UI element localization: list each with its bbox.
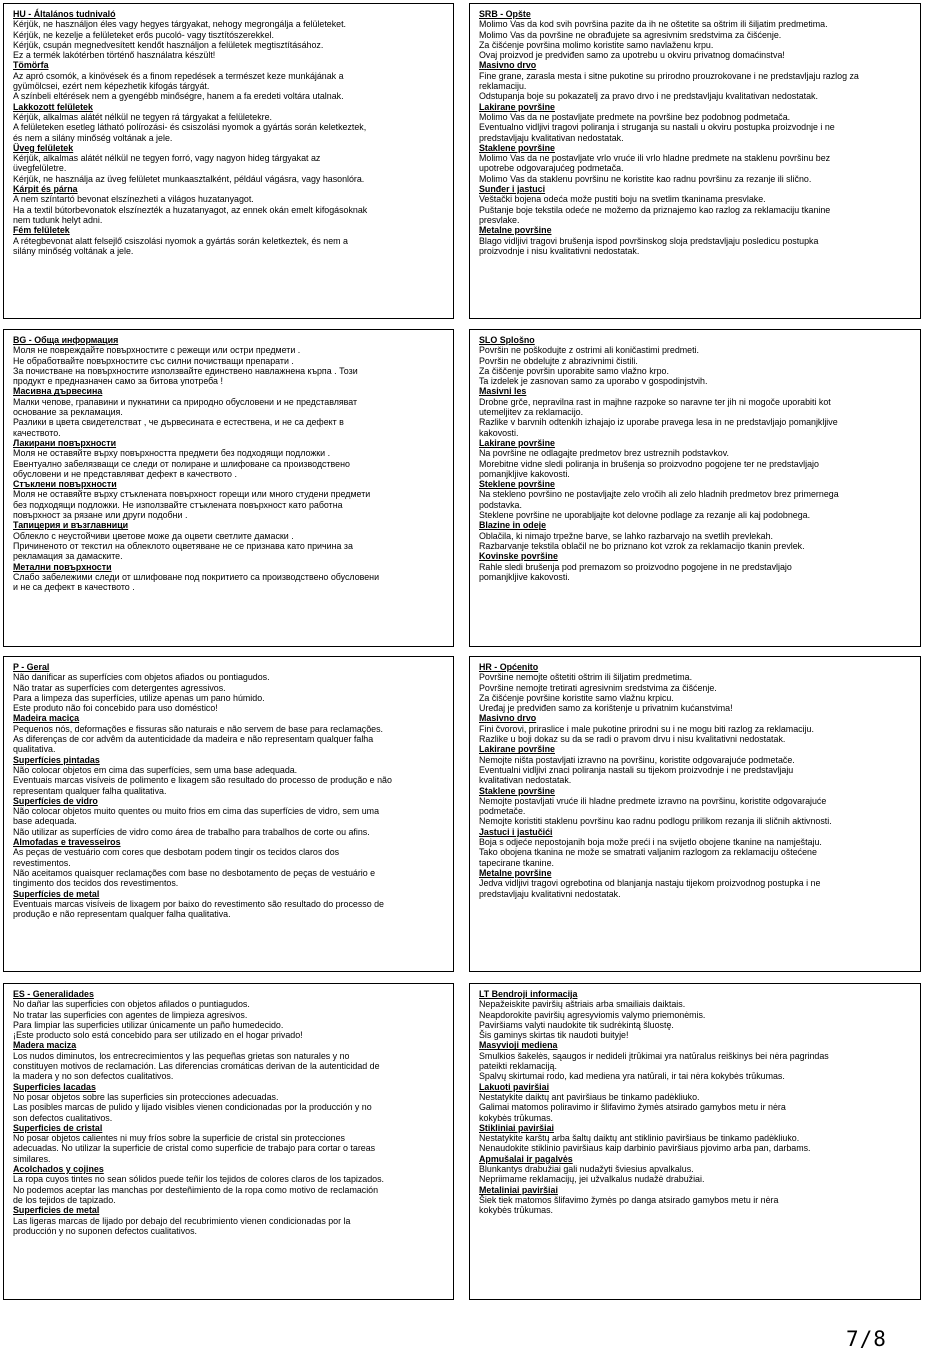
body-text-line: Облекло с неустойчиви цветове може да оцвети светлите дамаски . [13, 530, 294, 541]
subsection-heading: Lakirane površine [479, 437, 555, 448]
body-text-line: Molimo Vas da površine ne obrađujete sa agresivnim sredstvima za čišćenje. [479, 29, 782, 40]
body-text-line: tapecirane tkanine. [479, 857, 554, 868]
body-text-line: revestimentos. [13, 857, 71, 868]
body-text-line: Fine grane, zarasla mesta i sitne pukotine su prirodno prouzrokovane i ne predstavljaju razlog za [479, 70, 859, 81]
body-text-line: Nemojte ništa postavljati izravno na površinu, koristite odgovarajuće podmetače. [479, 754, 795, 765]
body-text-line: основание за рекламация. [13, 407, 123, 418]
body-text-line: Слабо забележими следи от шлифоване под покритието са производствено обусловени [13, 571, 380, 582]
body-text-line: повърхност за рязане или други подобни . [13, 510, 188, 521]
subsection-heading: Lakirane površine [479, 101, 555, 112]
subsection-heading: Madera maciza [13, 1040, 77, 1051]
body-text-line: Za čiščenje površin uporabite samo vlažno krpo. [479, 365, 669, 376]
body-text-line: Nepriimame reklamacijų, jei užvalkalus nudažė drabužiai. [479, 1174, 705, 1185]
body-text-line: Molimo Vas da ne postavljate vrlo vruće ili vrlo hladne predmete na staklenu površinu bez [479, 153, 831, 164]
body-text-line: и не са дефект в качеството . [13, 582, 135, 593]
body-text-line: Na površine ne odlagajte predmetov brez ustreznih podstavkov. [479, 448, 729, 459]
subsection-heading: Almofadas e travesseiros [13, 837, 121, 848]
body-text-line: Šiek tiek matomos šlifavimo žymės po danga atsirado gamybos metu ir nėra [479, 1194, 779, 1205]
body-text-line: constituyen motivos de reclamación. Las diferencias cromáticas derivan de la autenticidad de [13, 1061, 380, 1072]
body-text-line: pateikti reklamaciją. [479, 1061, 557, 1072]
body-text-line: Nemojte postavljati vruće ili hladne predmete izravno na površinu, koristite odgovarajuće [479, 795, 827, 806]
section-title: LT Bendroji informacija [479, 989, 578, 999]
body-text-line: A felületeken esetleg látható polírozási- és csiszolási nyomok a gyártás során keletkeztek, [13, 122, 367, 133]
section-lt-general-info [469, 983, 921, 1300]
body-text-line: representam qualquer falha qualitativa. [13, 785, 167, 796]
body-text-line: Razlike u boji dokaz su da se radi o pravom drvu i nisu kvalitativni nedostatak. [479, 734, 786, 745]
body-text-line: Oblačila, ki nimajo trpežne barve, se lahko razbarvajo na svetlih prevlekah. [479, 530, 774, 541]
subsection-heading: Kovinske površine [479, 551, 558, 562]
body-text-line: Razbarvanje tekstila oblačil ne bo priznano kot vzrok za reklamacijo tkanin prevlek. [479, 540, 805, 551]
subsection-heading: Лакирани повърхности [13, 437, 117, 448]
body-text-line: gyümölcsei, ezért nem képezhetik kifogás tárgyát. [13, 81, 210, 92]
body-text-line: обусловени и не представляват дефект в качеството . [13, 468, 237, 479]
body-text-line: kvalitativan nedostatak. [479, 775, 572, 786]
page-number: 7/8 [846, 1327, 887, 1351]
body-text-line: Molimo Vas da kod svih površina pazite da ih ne oštetite sa oštrim ili šiljatim predmetima. [479, 19, 828, 30]
subsection-heading: Steklene površine [479, 479, 555, 490]
body-text-line: Não colocar objetos em cima das superfícies, sem uma base adequada. [13, 764, 298, 775]
body-text-line: Не обработвайте повърхностите със силни почистващи препарати . [13, 355, 294, 366]
body-text-line: Nenaudokite stiklinio paviršiaus kaip darbinio paviršiaus pjovimo arba pan, darbams. [479, 1143, 811, 1154]
body-text-line: Za čišćenje površina molimo koristite samo navlaženu krpu. [479, 39, 714, 50]
body-text-line: No dañar las superficies con objetos afilados o puntiagudos. [13, 999, 250, 1010]
body-text-line: Para limpiar las superficies utilizar únicamente un paño humedecido. [13, 1019, 284, 1030]
body-text-line: podstavka. [479, 499, 522, 510]
body-text-line: upotrebe odgovarajućeg podmetača. [479, 163, 624, 174]
body-text-line: Причиненото от текстил на облеклото оцветяване не се признава като причина за [13, 540, 353, 551]
body-text-line: presvlake. [479, 214, 520, 225]
body-text-line: producción y no suponen defectos cualitativos. [13, 1225, 198, 1236]
subsection-heading: Jastuci i jastučići [479, 826, 553, 837]
body-text-line: Puštanje boje tekstila odeće ne možemo da priznajemo kao razlog za reklamaciju tkanine [479, 204, 831, 215]
section-title: HR - Općenito [479, 662, 539, 672]
body-text-line: utemeljitev za reklamacijo. [479, 407, 584, 418]
body-text-line: Não danificar as superfícies com objetos afiados ou pontiagudos. [13, 672, 270, 683]
body-text-line: Kérjük, csupán megnedvesített kendőt használjon a felületek megtisztításához. [13, 39, 324, 50]
body-text-line: Paviršiams valyti naudokite tik sudrėkintą šluostę. [479, 1019, 674, 1030]
body-text-line: Tako obojena tkanina ne može se smatrati valjanim razlogom za reklamaciju oštećene [479, 847, 817, 858]
body-text-line: рекламация за дамаските. [13, 551, 123, 562]
body-text-line: Este produto não foi concebido para uso doméstico! [13, 703, 218, 714]
subsection-heading: Acolchados y cojines [13, 1164, 104, 1175]
body-text-line: tingimento dos tecidos dos revestimentos. [13, 878, 179, 889]
subsection-heading: Masivni les [479, 386, 527, 397]
body-text-line: продукт е предназначен само за битова употреба ! [13, 376, 223, 387]
body-text-line: Kérjük, ne használjon éles vagy hegyes tárgyakat, nehogy megrongálja a felületeket. [13, 19, 347, 30]
section-hu-general-info [3, 3, 454, 319]
body-text-line: Neapdorokite paviršių agresyviomis valymo priemonėmis. [479, 1009, 706, 1020]
body-text-line: adecuadas. No utilizar la superficie de cristal como superficie de trabajo para cortar o tareas [13, 1143, 376, 1154]
body-text-line: produção e não representam qualquer falha qualitativa. [13, 909, 231, 920]
body-text-line: Molimo Vas da staklenu površinu ne koristite kao radnu površinu za rezanje ili slično. [479, 173, 812, 184]
body-text-line: Não aceitamos quaisquer reclamações com base no desbotamento de peças de vestuário e [13, 867, 376, 878]
body-text-line: Kérjük, alkalmas alátét nélkül ne tegyen rá tárgyakat a felületekre. [13, 111, 272, 122]
body-text-line: Ha a textil bútorbevonatok elszínezték a huzatanyagot, az ennek okán emelt kifogásoknak [13, 204, 368, 215]
subsection-heading: Staklene površine [479, 142, 555, 153]
body-text-line: Blunkantys drabužiai gali nudažyti šviesius apvalkalus. [479, 1164, 694, 1175]
body-text-line: la madera y no son defectos cualitativos. [13, 1071, 174, 1082]
subsection-heading: Метални повърхности [13, 561, 112, 572]
body-text-line: qualitativa. [13, 744, 56, 755]
subsection-heading: Lakuoti paviršiai [479, 1081, 550, 1092]
body-text-line: За почистване на повърхностите използвайте единствено навлажнена кърпа . Този [13, 365, 358, 376]
body-text-line: kakovosti. [479, 427, 519, 438]
body-text-line: Ta izdelek je zasnovan samo za uporabo v gospodinjstvih. [479, 376, 708, 387]
body-text-line: Smulkios šakelės, sąaugos ir nedideli įtrūkimai yra natūralus reiškinys bei nėra pagrindas [479, 1050, 829, 1061]
subsection-heading: Масивна дървесина [13, 386, 103, 397]
subsection-heading: Apmušalai ir pagalvės [479, 1153, 573, 1164]
subsection-heading: Blazine in odeje [479, 520, 547, 531]
body-text-line: Моля не повреждайте повърхностите с режещи или остри предмети . [13, 345, 301, 356]
body-text-line: Las posibles marcas de pulido y lijado visibles vienen condicionadas por la producción y no [13, 1102, 372, 1113]
body-text-line: Eventualno vidljivi tragovi poliranja i struganja su nastali u okviru postupka proizvodnje i ne [479, 122, 835, 133]
body-text-line: Nestatykite daiktų ant paviršiaus be tinkamo padėkliuko. [479, 1091, 700, 1102]
body-text-line: Az apró csomók, a kinövések és a finom repedések a természet keze munkájának a [13, 70, 344, 81]
subsection-heading: Fém felületek [13, 225, 70, 236]
body-text-line: de los tejidos de tapizado. [13, 1194, 116, 1205]
body-text-line: As peças de vestuário com cores que desbotam podem tingir os tecidos claros dos [13, 847, 340, 858]
body-text-line: La ropa cuyos tintes no sean sólidos puede teñir los tejidos de colores claros de los tapizados. [13, 1174, 384, 1185]
subsection-heading: Masivno drvo [479, 713, 537, 724]
body-text-line: Površine nemojte tretirati agresivnim sredstvima za čišćenje. [479, 682, 717, 693]
body-text-line: kokybės trūkumas. [479, 1112, 553, 1123]
body-text-line: üvegfelületre. [13, 163, 67, 174]
subsection-heading: Madeira maciça [13, 713, 80, 724]
subsection-heading: Kárpit és párna [13, 184, 78, 195]
body-text-line: Odstupanja boje su pokazatelj za pravo drvo i ne predstavljaju kvalitativan nedostatak. [479, 91, 818, 102]
subsection-heading: Üveg felületek [13, 142, 74, 153]
body-text-line: Za čišćenje površine koristite samo vlažnu krpicu. [479, 692, 674, 703]
body-text-line: kokybės trūkumas. [479, 1205, 553, 1216]
body-text-line: No podemos aceptar las manchas por desteñimiento de la ropa como motivo de reclamación [13, 1184, 379, 1195]
body-text-line: Kérjük, ne kezelje a felületeket erős pucoló- vagy tisztítószerekkel. [13, 29, 274, 40]
body-text-line: Моля не оставяйте върху стъклената повърхност горещи или много студени предмети [13, 489, 371, 500]
body-text-line: proizvodnje i nisu kvalitativni nedostatak. [479, 245, 640, 256]
body-text-line: Na stekleno površino ne postavljajte zelo vročih ali zelo hladnih predmetov brez primernega [479, 489, 839, 500]
body-text-line: Površin ne poškodujte z ostrimi ali koničastimi predmeti. [479, 345, 699, 356]
section-title: BG - Обща информация [13, 335, 119, 345]
body-text-line: Površine nemojte oštetiti oštrim ili šiljatim predmetima. [479, 672, 693, 683]
body-text-line: Površin ne obdelujte z abrazivnimi čistili. [479, 355, 638, 366]
body-text-line: son defectos cualitativos. [13, 1112, 113, 1123]
section-slo-general-info [469, 329, 921, 647]
body-text-line: Não colocar objetos muito quentes ou muito frios em cima das superfícies de vidro, sem uma [13, 806, 380, 817]
subsection-heading: Metalne površine [479, 867, 552, 878]
body-text-line: Galimai matomos poliravimo ir šlifavimo žymės atsirado gamybos metu ir nėra [479, 1102, 786, 1113]
subsection-heading: Тапицерия и възглавници [13, 520, 129, 531]
section-title: ES - Generalidades [13, 989, 94, 999]
body-text-line: Ez a termék lakótérben történő használatra készült! [13, 50, 216, 61]
body-text-line: predstavljaju kvalitativni nedostatak. [479, 888, 621, 899]
body-text-line: Não tratar as superfícies com detergentes agressivos. [13, 682, 226, 693]
body-text-line: Разлики в цвета свидетелстват , че дървесината е естествена, и не са дефект в [13, 417, 344, 428]
body-text-line: No posar objetos calientes ni muy fríos sobre la superficie de cristal sin protecciones [13, 1133, 345, 1144]
body-text-line: Евентуално забелязващи се следи от полиране и шлифоване са производствено [13, 458, 350, 469]
section-srb-general-info [469, 3, 921, 319]
body-text-line: A rétegbevonat alatt felsejlő csiszolási nyomok a gyártás során keletkeztek, és nem a [13, 235, 348, 246]
body-text-line: Uređaj je predviđen samo za korištenje u privatnim kućanstvima! [479, 703, 733, 714]
subsection-heading: Superficies de metal [13, 1205, 100, 1216]
body-text-line: podmetače. [479, 806, 526, 817]
body-text-line: Eventualni vidljivi znaci poliranja nastali su tijekom proizvodnje i ne predstavljaju [479, 764, 794, 775]
body-text-line: Моля не оставяйте върху повърхността предмети без подходящи подложки . [13, 448, 331, 459]
body-text-line: Pequenos nós, deformações e fissuras são naturais e não servem de base para reclamações. [13, 723, 383, 734]
body-text-line: No posar objetos sobre las superficies sin protecciones adecuadas. [13, 1091, 279, 1102]
body-text-line: Nepažeiskite paviršių aštriais arba smailiais daiktais. [479, 999, 686, 1010]
body-text-line: Nemojte koristiti staklenu površinu kao radnu podlogu prilikom rezanja ili sličnih aktivnosti. [479, 816, 832, 827]
body-text-line: No tratar las superficies con agentes de limpieza agresivos. [13, 1009, 248, 1020]
body-text-line: Veštački bojena odeća može pustiti boju na svetlim tkaninama presvlake. [479, 194, 766, 205]
subsection-heading: Superfícies de metal [13, 888, 100, 899]
body-text-line: Drobne grče, nepravilna rast in majhne razpoke so naravne ter jih ni mogoče uporabiti kot [479, 396, 831, 407]
body-text-line: base adequada. [13, 816, 77, 827]
subsection-heading: Staklene površine [479, 785, 555, 796]
subsection-heading: Superfícies pintadas [13, 754, 100, 765]
section-title: P - Geral [13, 662, 50, 672]
section-title: SLO Splošno [479, 335, 535, 345]
subsection-heading: Metaliniai paviršiai [479, 1184, 558, 1195]
body-text-line: Não utilizar as superfícies de vidro como área de trabalho para trabalhos de corte ou afins. [13, 826, 370, 837]
body-text-line: Para a limpeza das superfícies, utilize apenas um pano húmido. [13, 692, 265, 703]
body-text-line: без подходящи подложки. Не използвайте стъклената повърхност като работна [13, 499, 343, 510]
body-text-line: Spalvų skirtumai rodo, kad mediena yra natūrali, ir tai nėra kokybės trūkumas. [479, 1071, 785, 1082]
body-text-line: качеството. [13, 427, 61, 438]
body-text-line: As diferenças de cor advêm da autenticidade da madeira e não representam qualquer falha [13, 734, 374, 745]
body-text-line: A nem színtartó bevonat elszínezheti a világos huzatanyagot. [13, 194, 254, 205]
subsection-heading: Superfícies de vidro [13, 795, 98, 806]
subsection-heading: Metalne površine [479, 225, 552, 236]
section-hr-general-info [469, 656, 921, 972]
body-text-line: Morebitne vidne sledi poliranja in brušenja so proizvodno pogojene ter ne predstavljajo [479, 458, 819, 469]
body-text-line: reklamaciju. [479, 81, 527, 92]
body-text-line: Eventuais marcas visíveis de lixagem por baixo do revestimento são resultado do processo de [13, 898, 384, 909]
body-text-line: Kérjük, ne használja az üveg felületet munkaasztalként, például vágásra, vagy hasonlóra. [13, 173, 365, 184]
body-text-line: Kérjük, alkalmas alátét nélkül ne tegyen forró, vagy nagyon hideg tárgyakat az [13, 153, 321, 164]
body-text-line: Steklene površine ne uporabljajte kot delovne podlage za rezanje ali kaj podobnega. [479, 510, 811, 521]
body-text-line: Ovaj proizvod je predviđen samo za upotrebu u okviru privatnog domaćinstva! [479, 50, 785, 61]
body-text-line: nem tudunk helyt adni. [13, 214, 103, 225]
subsection-heading: Masivno drvo [479, 60, 537, 71]
body-text-line: A színbeli eltérések nem a gyengébb minőségre, hanem a fa eredeti voltára utalnak. [13, 91, 344, 102]
body-text-line: Малки чепове, грапавини и пукнатини са природно обусловени и не представляват [13, 396, 358, 407]
subsection-heading: Superficies de cristal [13, 1122, 103, 1133]
body-text-line: Eventuais marcas visíveis de polimento e lixagem são resultado do processo de produção e não [13, 775, 392, 786]
body-text-line: pomanjkljive kakovosti. [479, 468, 570, 479]
body-text-line: Las ligeras marcas de lijado por debajo del recubrimiento vienen condicionadas por la [13, 1215, 351, 1226]
body-text-line: Fini čvorovi, priraslice i male pukotine prirodni su i ne mogu biti razlog za reklamaciju. [479, 723, 814, 734]
body-text-line: Blago vidljivi tragovi brušenja ispod površinskog sloja predstavljaju posledicu postupka [479, 235, 819, 246]
subsection-heading: Stikliniai paviršiai [479, 1122, 554, 1133]
body-text-line: Razlike v barvnih odtenkih izhajajo iz uporabe pravega lesa in ne predstavljajo pomanjkljive [479, 417, 838, 428]
body-text-line: Boja s odjeće nepostojanih boja može preći i na svijetlo obojene tkanine na namještaju. [479, 837, 822, 848]
section-bg-general-info [3, 329, 454, 647]
section-title: HU - Általános tudnivaló [13, 9, 116, 19]
body-text-line: és nem a silány minőség voltának a jele. [13, 132, 173, 143]
subsection-heading: Lakirane površine [479, 744, 555, 755]
subsection-heading: Tömörfa [13, 60, 49, 71]
body-text-line: ¡Este producto solo está concebido para ser utilizado en el hogar privado! [13, 1030, 303, 1041]
subsection-heading: Lakkozott felületek [13, 101, 93, 112]
body-text-line: Rahle sledi brušenja pod premazom so proizvodno pogojene in ne predstavljajo [479, 561, 792, 572]
section-es-general-info [3, 983, 454, 1300]
body-text-line: Nestatykite karštų arba šaltų daiktų ant stiklinio paviršiaus be tinkamo padėkliuko. [479, 1133, 800, 1144]
subsection-heading: Superficies lacadas [13, 1081, 96, 1092]
section-title: SRB - Opšte [479, 9, 531, 19]
body-text-line: pomanjkljive kakovosti. [479, 571, 570, 582]
body-text-line: Jedva vidljivi tragovi ogrebotina od blanjanja nastaju tijekom proizvodnog postupka i ne [479, 878, 821, 889]
body-text-line: similares. [13, 1153, 51, 1164]
body-text-line: Los nudos diminutos, los entrecrecimientos y las pequeñas grietas son naturales y no [13, 1050, 350, 1061]
subsection-heading: Sunđer i jastuci [479, 184, 546, 195]
section-p-general-info [3, 656, 454, 972]
body-text-line: Šis gaminys skirtas tik naudoti buityje! [479, 1030, 629, 1041]
body-text-line: silány minőség voltának a jele. [13, 245, 134, 256]
subsection-heading: Стъклени повърхности [13, 479, 117, 490]
body-text-line: Molimo Vas da ne postavljate predmete na površine bez podobnog podmetača. [479, 111, 791, 122]
body-text-line: predstavljaju kvalitativan nedostatak. [479, 132, 624, 143]
subsection-heading: Masyvioji mediena [479, 1040, 558, 1051]
